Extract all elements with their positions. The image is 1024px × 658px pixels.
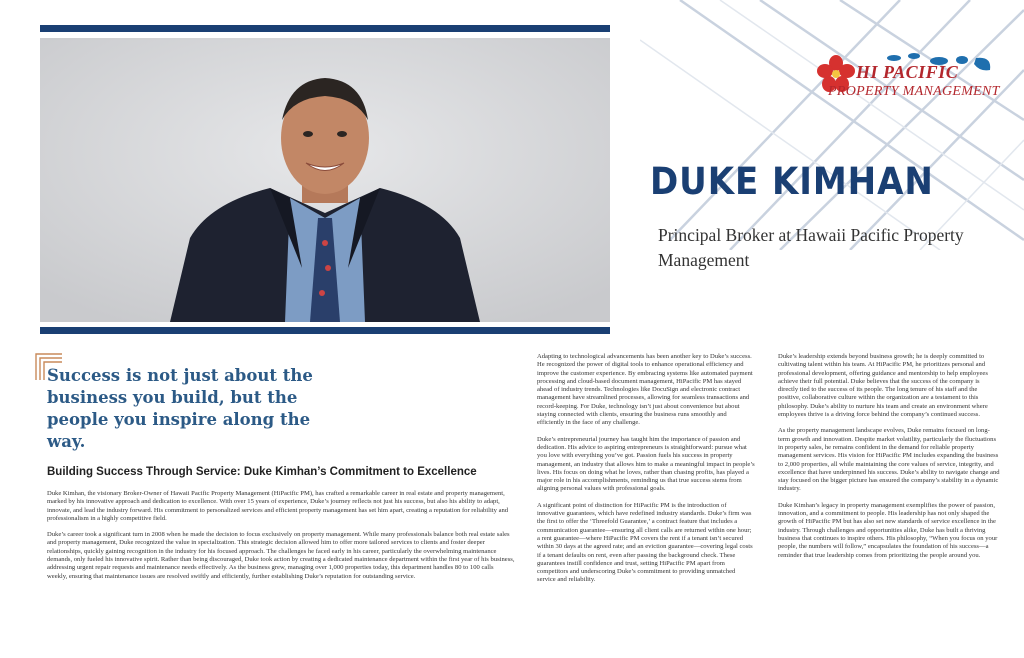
paragraph: A significant point of distinction for HiPacific PM is the introduction of innovative guarantees, which have redefined industry standards. Duke’s firm was the first to offer the ‘Threefold Guarantee,’ a contract feature that includes a communication guarantee—ensuring all client calls are returned within one hour; a rent guarantee—where HiPacific PM covers the rent if a tenant isn’t secured within 30 days at the agreed rate; and an eviction guarantee—covering legal costs if a tenant defaults on rent, even after passing the background check. These guarantees instill confidence and trust, setting HiPacific PM apart from competitors and underscoring Duke’s commitment to providing unmatched service and reliability. bbox=[537, 501, 753, 584]
paragraph: Duke’s leadership extends beyond business growth; he is deeply committed to cultivating talent within his team. At HiPacific PM, he prioritizes personal and professional development, offering guidance and mentorship to help employees achieve their full potential. Duke believes that the success of the company is directly tied to the success of its people. The long tenure of his staff and the positive, collaborative culture within the organization are a testament to this philosophy. Duke’s ability to nurture his team and create an environment where employees thrive is a driving force behind the company’s continued success. bbox=[778, 353, 988, 419]
profile-name: DUKE KIMHAN bbox=[650, 160, 934, 203]
paragraph: Duke Kimhan, the visionary Broker-Owner of Hawaii Pacific Property Management (HiPacific PM), has crafted a remarkable career in real estate and property management, marked by his innovative approach and dedication to excellence. With over 15 years of experience, Duke’s journey reflects not just his success, but also his ability to adapt, innovate, and lead the industry forward. His commitment to personalized services and efficient property management has set him apart, creating a reputation for reliability and professionalism in a highly competitive field. bbox=[47, 490, 509, 522]
article-column-2 bbox=[537, 353, 755, 593]
pull-quote: Success is not just about the business you build, but the people you inspire along the way. bbox=[47, 366, 313, 451]
article-column-3 bbox=[778, 353, 1000, 568]
paragraph: Duke’s entrepreneurial journey has taught him the importance of passion and dedication. His advice to aspiring entrepreneurs is straightforward: pursue what you love with everything you’ve got. Passion fuels his success in property management, an industry that allows him to make a meaningful impact in people’s lives. His focus on doing what he loves, rather than chasing profits, has played a major role in his accomplishments, reminding us that true success stems from aligning personal values with professional goals. bbox=[537, 435, 755, 493]
decorative-lines bbox=[640, 0, 1024, 250]
profile-role: Principal Broker at Hawaii Pacific Property Management bbox=[658, 225, 964, 270]
bottom-rule bbox=[40, 327, 610, 334]
paragraph: Duke’s career took a significant turn in 2008 when he made the decision to focus exclusively on property management. While many professionals balance both real estate sales and property management, Duke recognized the value in specialization. This strategic decision allowed him to offer more tailored services to clients and foster deeper relationships, quickly gaining recognition in the industry for his focused approach. The challenges he faced early in his career, particularly the overwhelming maintenance demands, only fueled his innovative spirit. Rather than being discouraged, Duke took action by creating a dedicated maintenance department within the first year of his business, addressing urgent repair requests and maintenance needs effectively. As the business grew, managing over 1,000 properties today, this department handles 80 to 100 calls weekly, ensuring that maintenance issues are resolved swiftly and efficiently, further establishing Duke’s reputation for outstanding service. bbox=[47, 531, 515, 580]
article-headline: Building Success Through Service: Duke Kimhan’s Commitment to Excellence bbox=[47, 466, 477, 478]
portrait-photo bbox=[40, 38, 610, 322]
paragraph: As the property management landscape evolves, Duke remains focused on long-term growth and innovation. Despite market volatility, particularly the fluctuations in property sales, he remains confident in the demand for reliable property management services. His vision for HiPacific PM includes expanding the business to 2,000 properties, all while maintaining the core values of service, integrity, and excellence that have underpinned his success. Duke’s ability to navigate change and stay focused on the bigger picture has ensured the company’s stability in a dynamic industry. bbox=[778, 427, 1000, 493]
paragraph: Adapting to technological advancements has been another key to Duke’s success. He recognized the power of digital tools to enhance operational efficiency and improve the customer experience. By embracing systems like automated payment processing and cloud-based document management, HiPacific PM has stayed ahead of industry trends. Technologies like DocuSign and electronic contract management have streamlined processes, allowing for seamless transactions and record-keeping. For Duke, technology isn’t just about convenience but about staying connected with clients, ensuring the business runs smoothly and efficiently in the face of any challenge. bbox=[537, 353, 753, 427]
top-rule bbox=[40, 25, 610, 32]
logo-wordmark-line1: HI PACIFIC bbox=[856, 62, 959, 82]
article-column-1 bbox=[47, 490, 515, 589]
paragraph: Duke Kimhan’s legacy in property management exemplifies the power of passion, innovation, and a commitment to people. His leadership has not only shaped the growth of HiPacific PM but has also set new standards of service excellence in the industry. Through challenges and opportunities alike, Duke has built a thriving business that continues to inspire others. His philosophy, “When you focus on your people, the numbers will follow,” encapsulates the foundation of his success—a reminder that true leadership comes from prioritizing the people around you. bbox=[778, 501, 998, 559]
logo-wordmark-line2: PROPERTY MANAGEMENT bbox=[828, 84, 1000, 99]
company-logo bbox=[812, 52, 1002, 112]
